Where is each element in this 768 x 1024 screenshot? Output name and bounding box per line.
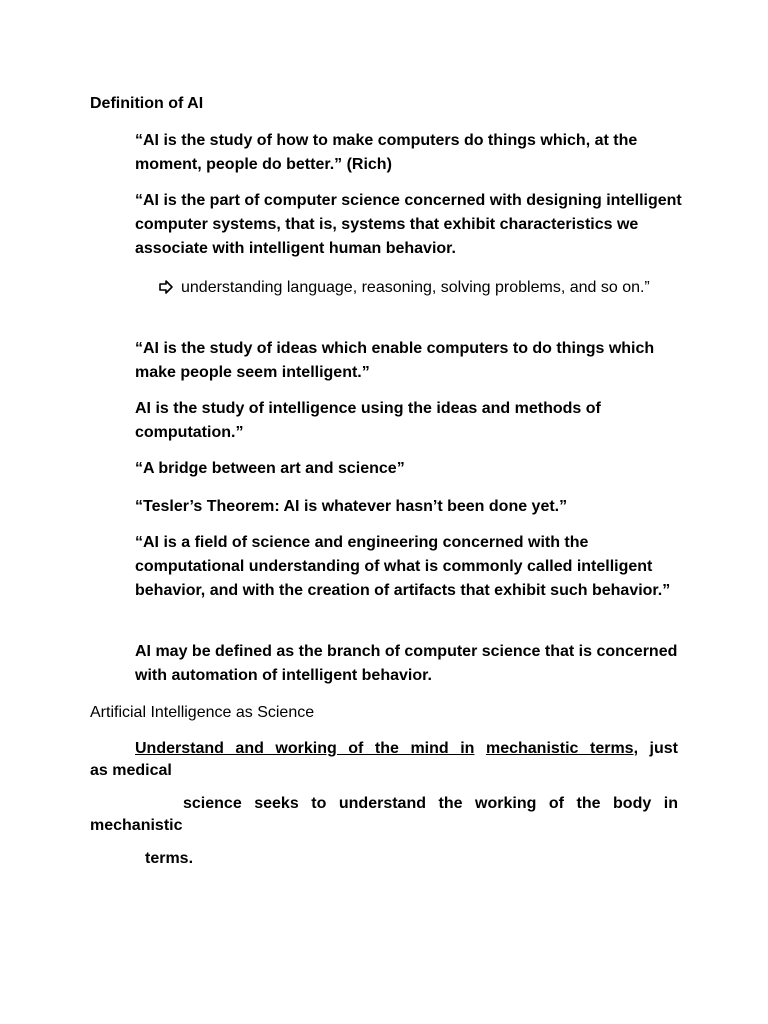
science-just: , just xyxy=(633,740,679,757)
definition-5: “A bridge between art and science” xyxy=(135,460,405,477)
science-para-line-3: terms. xyxy=(145,850,194,867)
definition-4: AI is the study of intelligence using the ideas and methods of computation.” xyxy=(135,400,601,441)
heading-ai-as-science: Artificial Intelligence as Science xyxy=(90,704,315,721)
definition-1: “AI is the study of how to make computers do things which, at the moment, people do better.” (Rich) xyxy=(135,132,638,173)
science-underline-2: mechanistic terms xyxy=(485,740,634,757)
definition-6: “Tesler’s Theorem: AI is whatever hasn’t been done yet.” xyxy=(135,498,568,515)
science-para-line-1 xyxy=(135,737,678,761)
science-para-line-1-end: as medical xyxy=(90,762,172,779)
science-para-line-2: science seeks to understand the working of the body in xyxy=(183,795,678,812)
definition-3: “AI is the study of ideas which enable computers to do things which make people seem intelligent.” xyxy=(135,340,655,381)
bullet-text: understanding language, reasoning, solving problems, and so on.” xyxy=(181,279,650,296)
heading-definition-of-ai: Definition of AI xyxy=(90,95,204,112)
science-para-line-2-end: mechanistic xyxy=(90,817,183,834)
definition-7: “AI is a field of science and engineering concerned with the computational understanding of what is commonly called intelligent behavior, and with the creation of artifacts that exhibit such behavior.” xyxy=(135,534,671,599)
science-underline-1: Understand and working of the mind in xyxy=(135,740,475,757)
definition-8: AI may be defined as the branch of computer science that is concerned with automation of intelligent behavior. xyxy=(135,643,678,684)
definition-2: “AI is the part of computer science concerned with designing intelligent computer systems, that is, systems that exhibit characteristics we associate with intelligent human behavior. xyxy=(135,192,682,257)
